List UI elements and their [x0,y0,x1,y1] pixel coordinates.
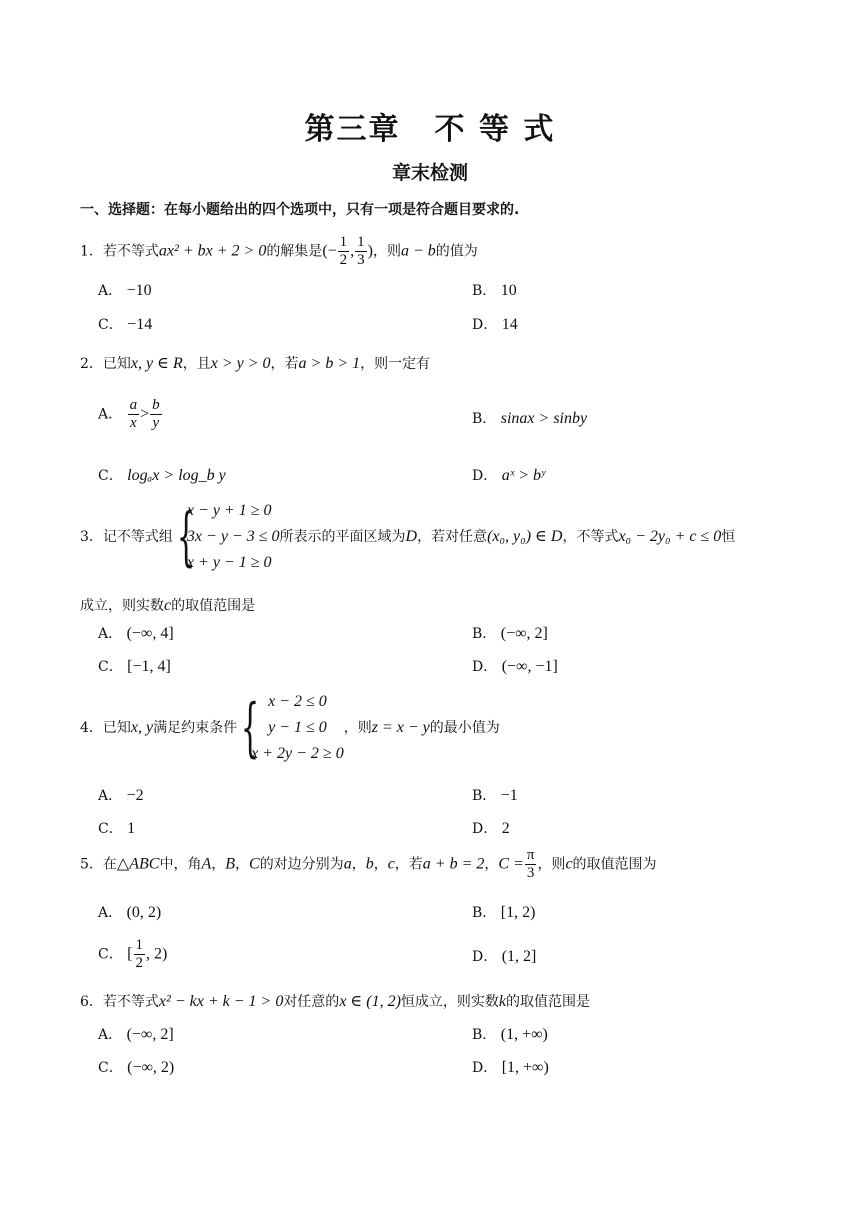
constraint-system: { x − 2 ≤ 0 y − 1 ≤ 0 x + 2y − 2 ≥ 0 [240,691,344,765]
question-5: 5．在△ABC中，角A，B，C的对边分别为a，b，c，若a + b = 2，C = $\frac{\pi}{3}$ ，则c的取值范围为 [80,847,657,881]
q6-option-a: A． (−∞, 2] [98,1026,174,1043]
q6-option-c: C． (−∞, 2) [98,1059,175,1076]
q1-option-b: B． 10 [472,282,517,299]
fraction: $\frac{1}{2}$ [339,234,348,268]
question-1: 1．若不等式ax² + bx + 2 > 0的解集是(− $\frac{1}{2}$ , $\frac{1}{3}$ )，则a − b的值为 [80,234,478,268]
question-6: 6．若不等式x² − kx + k − 1 > 0对任意的x ∈ (1, 2)恒成立，则实数k的取值范围是 [80,993,591,1010]
fraction: $\frac{a}{x}$ [129,397,138,431]
q2-option-a: A． $\frac{a}{x}$ > $\frac{b}{y}$ [98,397,160,431]
q6-option-d: D． [1, +∞) [472,1059,549,1076]
q2-option-b: B． sinax > sinby [472,410,588,427]
question-3: 3．记不等式组 { x − y + 1 ≥ 0 3x − y − 3 ≤ 0 x + y − 1 ≥ 0 所表示的平面区域为D，若对任意(x₀, y₀) ∈ D，不等式x₀ − 2y₀ + c ≤ 0恒 [80,500,736,574]
fraction: $\frac{\pi}{3}$ [526,847,535,881]
q6-option-b: B． (1, +∞) [472,1026,548,1043]
question-4: 4．已知x, y满足约束条件 { x − 2 ≤ 0 y − 1 ≤ 0 x + 2y − 2 ≥ 0 ，则z = x − y的最小值为 [80,691,500,765]
question-2: 2．已知x, y ∈ R，且x > y > 0，若a > b > 1，则一定有 [80,355,431,372]
q1-option-c: C． −14 [98,316,153,333]
q5-option-a: A． (0, 2) [98,904,162,921]
fraction: $\frac{1}{3}$ [357,234,365,268]
q2-option-c: C． logₐx > log_b y [98,467,226,484]
q5-option-d: D． (1, 2] [472,948,537,965]
page-subtitle: 章末检测 [391,162,468,184]
q4-option-d: D． 2 [472,820,510,837]
page-title: 第三章 不 等 式 [304,112,556,147]
q4-option-a: A． −2 [98,787,144,804]
q3-option-d: D． (−∞, −1] [472,658,558,675]
fraction: $\frac{b}{y}$ [152,397,160,431]
q5-option-b: B． [1, 2) [472,904,536,921]
q2-option-d: D． aˣ > bʸ [472,467,546,484]
q4-option-b: B． −1 [472,787,518,804]
question-3-line2: 成立，则实数c的取值范围是 [80,597,256,614]
inequality-system: { x − y + 1 ≥ 0 3x − y − 3 ≤ 0 x + y − 1 ≥ 0 [176,500,280,574]
q3-option-c: C． [−1, 4] [98,658,171,675]
q1-option-d: D． 14 [472,316,518,333]
q1-option-a: A． −10 [98,282,152,299]
q5-option-c: C． [ $\frac{1}{2}$ , 2) [98,937,168,971]
q4-option-c: C． 1 [98,820,136,837]
fraction: $\frac{1}{2}$ [135,937,143,971]
q3-option-a: A． (−∞, 4] [98,625,174,642]
section-heading: 一、选择题：在每小题给出的四个选项中，只有一项是符合题目要求的. [80,202,520,218]
q3-option-b: B． (−∞, 2] [472,625,548,642]
